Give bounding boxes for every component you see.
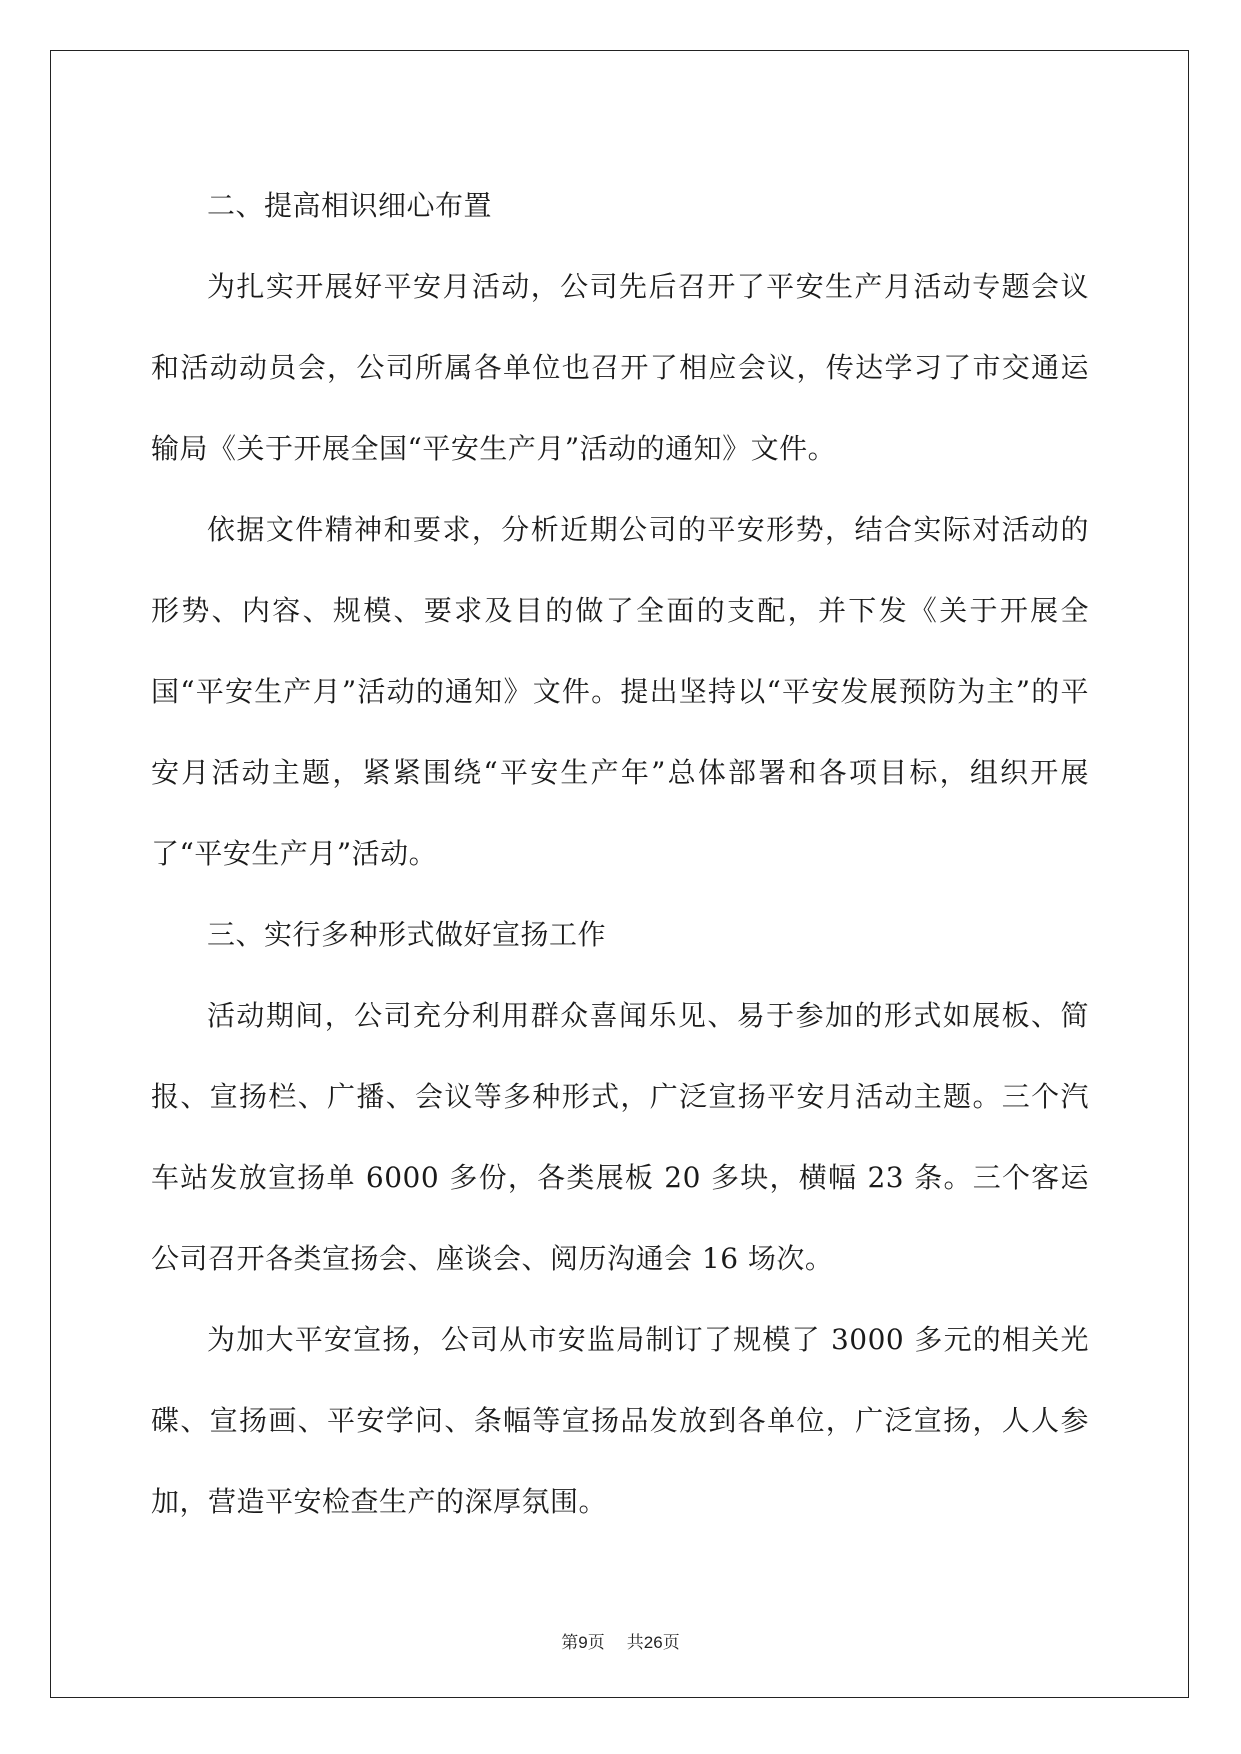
paragraph: 活动期间，公司充分利用群众喜闻乐见、易于参加的形式如展板、简报、宣扬栏、广播、会议等多种形式，广泛宣扬平安月活动主题。三个汽车站发放宣扬单 6000 多份，各类展板 20 多块，横幅 23 条。三个客运公司召开各类宣扬会、座谈会、阅历沟通会 16 场次。 [151,999,1089,1275]
section-heading-2: 二、提高相识细心布置 [207,189,493,222]
page-prefix: 第 [561,1633,579,1653]
total-suffix: 页 [662,1633,680,1653]
page-suffix: 页 [587,1633,605,1653]
page-number: 9 [578,1633,588,1652]
page-footer [0,1628,1241,1653]
section-heading-3: 三、实行多种形式做好宣扬工作 [207,918,607,951]
paragraph: 为扎实开展好平安月活动，公司先后召开了平安生产月活动专题会议和活动动员会，公司所属各单位也召开了相应会议，传达学习了市交通运输局《关于开展全国“平安生产月”活动的通知》文件。 [151,270,1089,465]
total-prefix: 共 [626,1633,644,1653]
document-body [151,165,1089,1542]
paragraph: 依据文件精神和要求，分析近期公司的平安形势，结合实际对活动的形势、内容、规模、要求及目的做了全面的支配，并下发《关于开展全国“平安生产月”活动的通知》文件。提出坚持以“平安发展预防为主”的平安月活动主题，紧紧围绕“平安生产年”总体部署和各项目标，组织开展了“平安生产月”活动。 [151,513,1089,870]
paragraph: 为加大平安宣扬，公司从市安监局制订了规模了 3000 多元的相关光碟、宣扬画、平安学问、条幅等宣扬品发放到各单位，广泛宣扬，人人参加，营造平安检查生产的深厚氛围。 [151,1323,1089,1518]
total-pages: 26 [643,1633,663,1652]
